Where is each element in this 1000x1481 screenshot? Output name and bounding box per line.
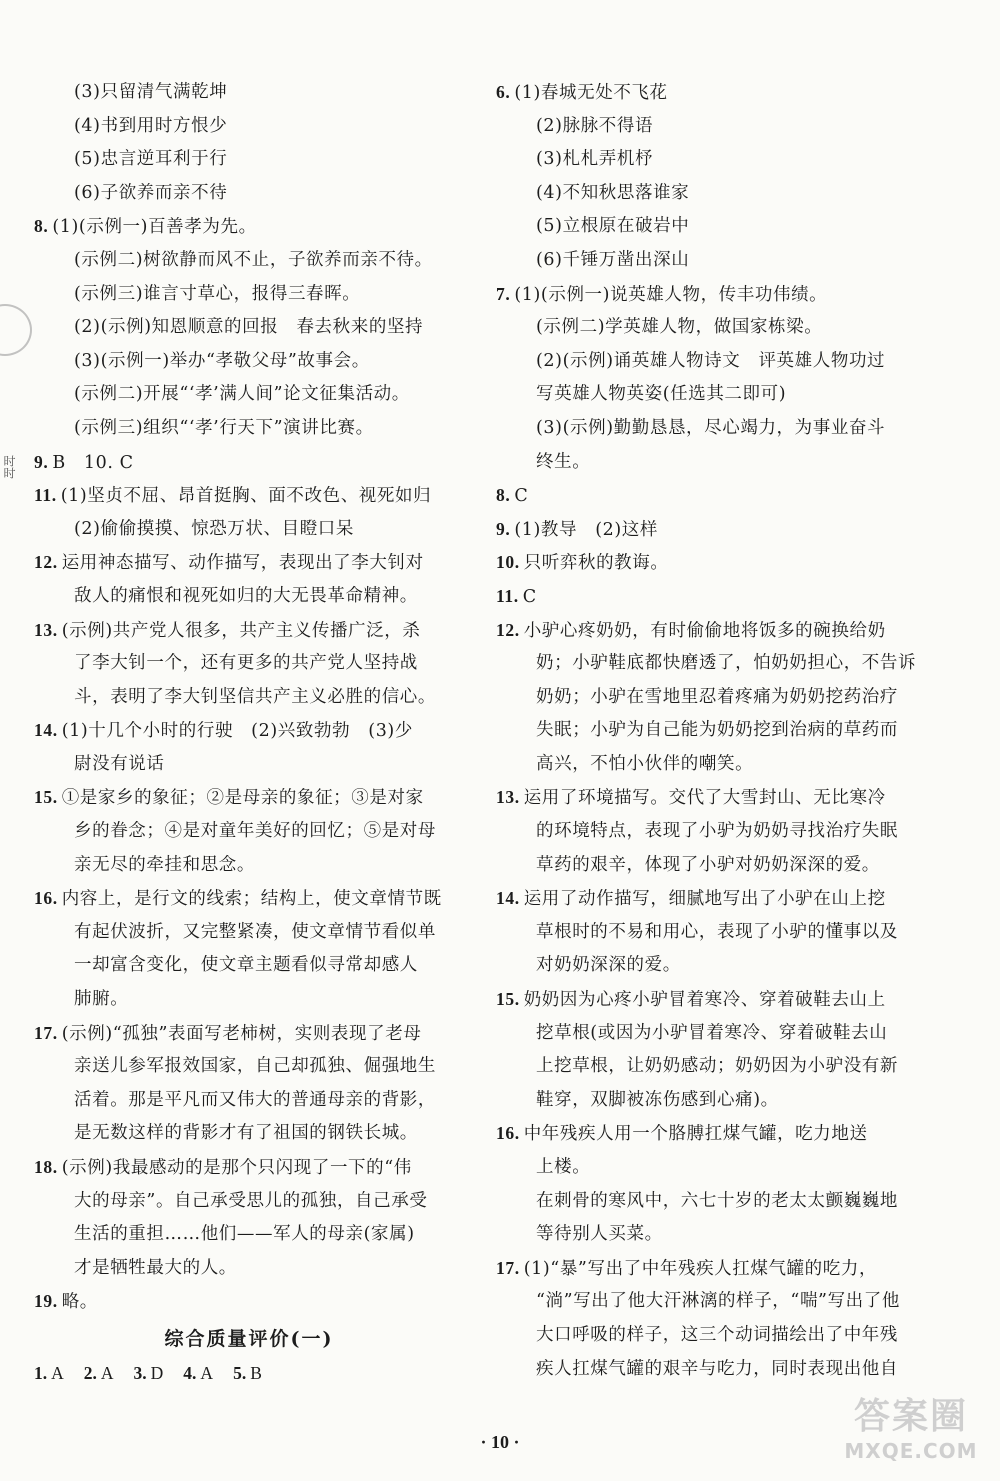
- mc-answer-value: D: [150, 1363, 164, 1383]
- answer-text: 失眠；小驴为自己能为奶奶挖到治病的草药而: [536, 720, 898, 741]
- answer-item: [496, 76, 926, 110]
- answer-line: [496, 1218, 926, 1252]
- answer-line: [34, 647, 464, 681]
- question-number: 14.: [34, 720, 58, 741]
- mc-answer-value: B: [250, 1363, 262, 1383]
- answer-item: [34, 1151, 464, 1185]
- answer-text: (2)脉脉不得语: [536, 115, 654, 136]
- answer-line: [34, 983, 464, 1017]
- answer-line: [496, 815, 926, 849]
- mc-answer: [134, 1363, 164, 1383]
- answer-line: [496, 949, 926, 983]
- answer-text: (6)千锤万凿出深山: [536, 249, 690, 270]
- answer-line: [34, 849, 464, 883]
- answer-item: [496, 1252, 926, 1286]
- answer-line: [34, 345, 464, 379]
- question-number: 2.: [83, 1363, 97, 1383]
- multiple-choice-answers: [34, 1363, 282, 1384]
- answer-text: (2)(示例)知恩顺意的回报 春去秋来的坚持: [74, 317, 424, 338]
- answer-item: [496, 278, 926, 312]
- answer-line: [34, 143, 464, 177]
- answer-line: [34, 916, 464, 950]
- answer-line: [34, 580, 464, 614]
- question-number: 18.: [34, 1157, 58, 1177]
- watermark-text-bottom: MXQE.COM: [844, 1439, 978, 1463]
- answer-item: [34, 781, 464, 815]
- question-number: 4.: [183, 1363, 197, 1383]
- mc-answer: [34, 1363, 64, 1383]
- answer-line: [496, 1084, 926, 1118]
- question-number: 14.: [496, 888, 520, 909]
- answer-text: 有起伏波折，又完整紧凑，使文章情节看似单: [74, 921, 436, 942]
- answer-line: [496, 210, 926, 244]
- answer-line: [496, 1319, 926, 1353]
- answer-item: [34, 714, 464, 748]
- answer-item: [34, 882, 464, 916]
- answer-text: 一却富含变化，使文章主题看似寻常却感人: [74, 955, 418, 976]
- answer-line: [34, 76, 464, 110]
- question-number: 16.: [496, 1123, 520, 1144]
- answer-text: 奶奶因为心疼小驴冒着寒冷、穿着破鞋去山上: [523, 990, 886, 1011]
- answer-line: [496, 177, 926, 211]
- answer-item: [34, 1285, 464, 1319]
- question-number: 15.: [34, 787, 58, 808]
- answer-text: (示例三)谁言寸草心，报得三春晖。: [74, 283, 361, 304]
- answer-text: (4)书到用时方恨少: [74, 115, 228, 136]
- answer-text: 敌人的痛恨和视死如归的大无畏革命精神。: [74, 585, 418, 606]
- answer-text: 运用了动作描写，细腻地写出了小驴在山上挖: [523, 889, 886, 910]
- answer-text: 大口呼吸的样子，这三个动词描绘出了中年残: [536, 1324, 898, 1345]
- answer-text: (1)坚贞不屈、昂首挺胸、面不改色、视死如归: [60, 486, 432, 507]
- answer-line: [496, 412, 926, 446]
- question-number: 19.: [34, 1291, 58, 1312]
- answer-text: 活着。那是平凡而又伟大的普通母亲的背影，: [74, 1089, 436, 1110]
- answer-line: [496, 647, 926, 681]
- question-number: 11.: [34, 485, 57, 506]
- answer-text: 肺腑。: [74, 989, 129, 1010]
- answer-line: [34, 949, 464, 983]
- answer-item: [496, 513, 926, 547]
- answer-line: [34, 1084, 464, 1118]
- mc-answer-value: A: [51, 1363, 64, 1383]
- question-number: 9.: [496, 518, 511, 539]
- right-answer-column: [496, 76, 926, 1386]
- question-number: 17.: [496, 1257, 520, 1278]
- answer-text: 斗，表明了李大钊坚信共产主义必胜的信心。: [74, 686, 436, 707]
- answer-line: [496, 714, 926, 748]
- answer-line: [34, 311, 464, 345]
- answer-line: [496, 849, 926, 883]
- answer-line: [496, 681, 926, 715]
- answer-text: C: [514, 486, 529, 507]
- answer-text: 高兴，不怕小伙伴的嘲笑。: [536, 753, 754, 774]
- question-number: 11.: [496, 585, 519, 606]
- answer-line: [496, 1017, 926, 1051]
- question-number: 1.: [34, 1363, 48, 1383]
- answer-item: [34, 210, 464, 244]
- answer-line: [496, 1353, 926, 1387]
- mc-answer: [233, 1363, 262, 1383]
- answer-text: 写英雄人物英姿(任选其二即可): [536, 384, 787, 405]
- answer-text: (3)(示例一)举办“孝敬父母”故事会。: [74, 350, 370, 371]
- answer-text: 大的母亲”。自己承受思儿的孤独，自己承受: [74, 1190, 428, 1211]
- answer-line: [496, 1185, 926, 1219]
- answer-text: 上挖草根，让奶奶感动；奶奶因为小驴没有新: [536, 1056, 898, 1077]
- answer-item: [34, 479, 464, 513]
- answer-line: [34, 748, 464, 782]
- answer-text: (示例)“孤独”表面写老柿树，实则表现了老母: [61, 1023, 422, 1044]
- answer-text: B 10. C: [52, 452, 134, 473]
- answer-text: (示例二)树欲静而风不止，子欲养而亲不待。: [74, 249, 433, 270]
- answer-text: 等待别人买菜。: [536, 1224, 663, 1245]
- answer-text: 在刺骨的寒风中，六七十岁的老太太颤巍巍地: [536, 1190, 898, 1211]
- answer-line: [34, 412, 464, 446]
- mc-answer: [183, 1363, 213, 1383]
- answer-text: 乡的眷念；④是对童年美好的回忆；⑤是对母: [74, 821, 436, 842]
- margin-text: 时时: [2, 455, 16, 479]
- answer-line: [34, 244, 464, 278]
- left-answer-column: [34, 76, 464, 1319]
- answer-line: [34, 1185, 464, 1219]
- answer-text: C: [522, 586, 537, 607]
- question-number: 5.: [233, 1363, 247, 1383]
- answer-text: 疾人扛煤气罐的艰辛与吃力，同时表现出他自: [536, 1358, 898, 1379]
- answer-line: [34, 815, 464, 849]
- question-number: 6.: [496, 82, 511, 102]
- answer-text: (5)忠言逆耳利于行: [74, 149, 228, 170]
- answer-text: (6)子欲养而亲不待: [74, 182, 228, 203]
- mc-answer-value: A: [100, 1363, 114, 1383]
- question-number: 10.: [496, 552, 520, 573]
- answer-text: 运用了环境描写。交代了大雪封山、无比寒冷: [523, 788, 886, 809]
- answer-text: (5)立根原在破岩中: [536, 216, 690, 237]
- answer-text: (示例)我最感动的是那个只闪现了一下的“伟: [61, 1158, 412, 1178]
- question-number: 16.: [34, 888, 58, 909]
- answer-item: [34, 1017, 464, 1051]
- answer-line: [496, 244, 926, 278]
- answer-line: [496, 446, 926, 480]
- answer-line: [34, 110, 464, 144]
- answer-text: 草根时的不易和用心，表现了小驴的懂事以及: [536, 921, 898, 942]
- answer-line: [34, 1050, 464, 1084]
- answer-text: (示例二)开展“‘孝’满人间”论文征集活动。: [74, 384, 410, 405]
- answer-line: [496, 110, 926, 144]
- answer-item: [496, 983, 926, 1017]
- answer-text: 略。: [61, 1292, 98, 1313]
- answer-text: 才是牺牲最大的人。: [74, 1257, 237, 1278]
- answer-line: [34, 1117, 464, 1151]
- answer-item: [34, 446, 464, 480]
- answer-text: (3)只留清气满乾坤: [74, 82, 228, 102]
- answer-line: [34, 513, 464, 547]
- question-number: 13.: [496, 787, 520, 808]
- answer-line: [496, 916, 926, 950]
- answer-text: (4)不知秋思落谁家: [536, 182, 690, 203]
- answer-text: (示例二)学英雄人物，做国家栋梁。: [536, 317, 823, 338]
- answer-text: 亲送儿参军报效国家，自己却孤独、倔强地生: [74, 1056, 436, 1077]
- answer-text: 挖草根(或因为小驴冒着寒冷、穿着破鞋去山: [536, 1022, 888, 1043]
- answer-text: (3)(示例)勤勤恳恳，尽心竭力，为事业奋斗: [536, 417, 886, 438]
- answer-item: [34, 546, 464, 580]
- answer-text: 的环境特点，表现了小驴为奶奶寻找治疗失眠: [536, 821, 898, 842]
- question-number: 7.: [496, 283, 511, 304]
- answer-text: (示例)共产党人很多，共产主义传播广泛，杀: [61, 620, 421, 641]
- answer-line: [496, 311, 926, 345]
- answer-line: [34, 378, 464, 412]
- question-number: 15.: [496, 989, 520, 1010]
- question-number: 8.: [34, 216, 49, 237]
- answer-item: [496, 614, 926, 648]
- answer-item: [496, 1117, 926, 1151]
- answer-text: 亲无尽的牵挂和思念。: [74, 854, 255, 875]
- answer-line: [496, 748, 926, 782]
- answer-line: [34, 1218, 464, 1252]
- answer-item: [496, 781, 926, 815]
- answer-text: (1)(示例一)说英雄人物，传丰功伟绩。: [514, 284, 828, 305]
- answer-text: 生活的重担……他们——军人的母亲(家属): [74, 1224, 415, 1245]
- answer-text: (1)春城无处不飞花: [514, 83, 668, 103]
- binding-hole-mark: [0, 304, 32, 356]
- answer-item: [496, 479, 926, 513]
- question-number: 13.: [34, 619, 58, 640]
- answer-line: [34, 177, 464, 211]
- answer-item: [496, 580, 926, 614]
- answer-text: 奶；小驴鞋底都快磨透了，怕奶奶担心，不告诉: [536, 653, 917, 674]
- answer-text: ①是家乡的象征；②是母亲的象征；③是对家: [61, 788, 424, 809]
- answer-text: 草药的艰辛，体现了小驴对奶奶深深的爱。: [536, 854, 880, 875]
- answer-text: 只听弈秋的教诲。: [523, 553, 669, 574]
- answer-text: 小驴心疼奶奶，有时偷偷地将饭多的碗换给奶: [523, 620, 886, 641]
- section-title: 综合质量评价(一): [164, 1328, 334, 1350]
- question-number: 17.: [34, 1022, 58, 1043]
- answer-text: 尉没有说话: [74, 753, 165, 774]
- answer-text: 终生。: [536, 451, 591, 472]
- answer-line: [34, 278, 464, 312]
- answer-text: (示例三)组织“‘孝’行天下”演讲比赛。: [74, 417, 374, 438]
- answer-line: [496, 1151, 926, 1185]
- answer-line: [496, 378, 926, 412]
- answer-text: (2)(示例)诵英雄人物诗文 评英雄人物功过: [536, 350, 886, 371]
- watermark-text-top: 答案圈: [853, 1396, 968, 1437]
- answer-text: (1)(示例一)百善孝为先。: [52, 217, 257, 238]
- question-number: 3.: [133, 1363, 147, 1383]
- question-number: 12.: [34, 552, 58, 573]
- answer-text: 奶奶；小驴在雪地里忍着疼痛为奶奶挖药治疗: [536, 686, 898, 707]
- answer-item: [34, 614, 464, 648]
- answer-line: [496, 1050, 926, 1084]
- answer-text: (2)偷偷摸摸、惊恐万状、目瞪口呆: [74, 518, 354, 539]
- question-number: 8.: [496, 485, 511, 506]
- answer-text: (3)札札弄机杼: [536, 149, 654, 170]
- answer-text: “淌”写出了他大汗淋漓的样子，“喘”写出了他: [536, 1291, 900, 1312]
- answer-line: [34, 1252, 464, 1286]
- watermark-logo: [836, 1388, 986, 1470]
- mc-answer-value: A: [200, 1363, 214, 1383]
- answer-line: [496, 143, 926, 177]
- page-number: · 10 ·: [480, 1432, 520, 1452]
- answer-text: (1)十几个小时的行驶 (2)兴致勃勃 (3)少: [61, 721, 413, 742]
- answer-line: [34, 681, 464, 715]
- answer-text: (1)教导 (2)这样: [514, 519, 659, 540]
- answer-text: 上楼。: [536, 1157, 591, 1177]
- answer-text: 对奶奶深深的爱。: [536, 955, 681, 976]
- answer-text: 中年残疾人用一个胳膊扛煤气罐，吃力地送: [523, 1124, 868, 1145]
- mc-answer: [84, 1363, 114, 1383]
- answer-text: 内容上，是行文的线索；结构上，使文章情节既: [61, 889, 442, 910]
- answer-text: 鞋穿，双脚被冻伤感到心痛)。: [536, 1089, 779, 1110]
- answer-text: 运用神态描写、动作描写，表现出了李大钊对: [61, 553, 424, 574]
- answer-item: [496, 546, 926, 580]
- answer-item: [496, 882, 926, 916]
- answer-text: 了李大钊一个，还有更多的共产党人坚持战: [74, 653, 418, 674]
- answer-text: 是无数这样的背影才有了祖国的钢铁长城。: [74, 1123, 418, 1144]
- question-number: 12.: [496, 619, 520, 640]
- answer-text: (1)“暴”写出了中年残疾人扛煤气罐的吃力，: [523, 1258, 878, 1279]
- answer-line: [496, 1285, 926, 1319]
- answer-line: [496, 345, 926, 379]
- question-number: 9.: [34, 451, 49, 472]
